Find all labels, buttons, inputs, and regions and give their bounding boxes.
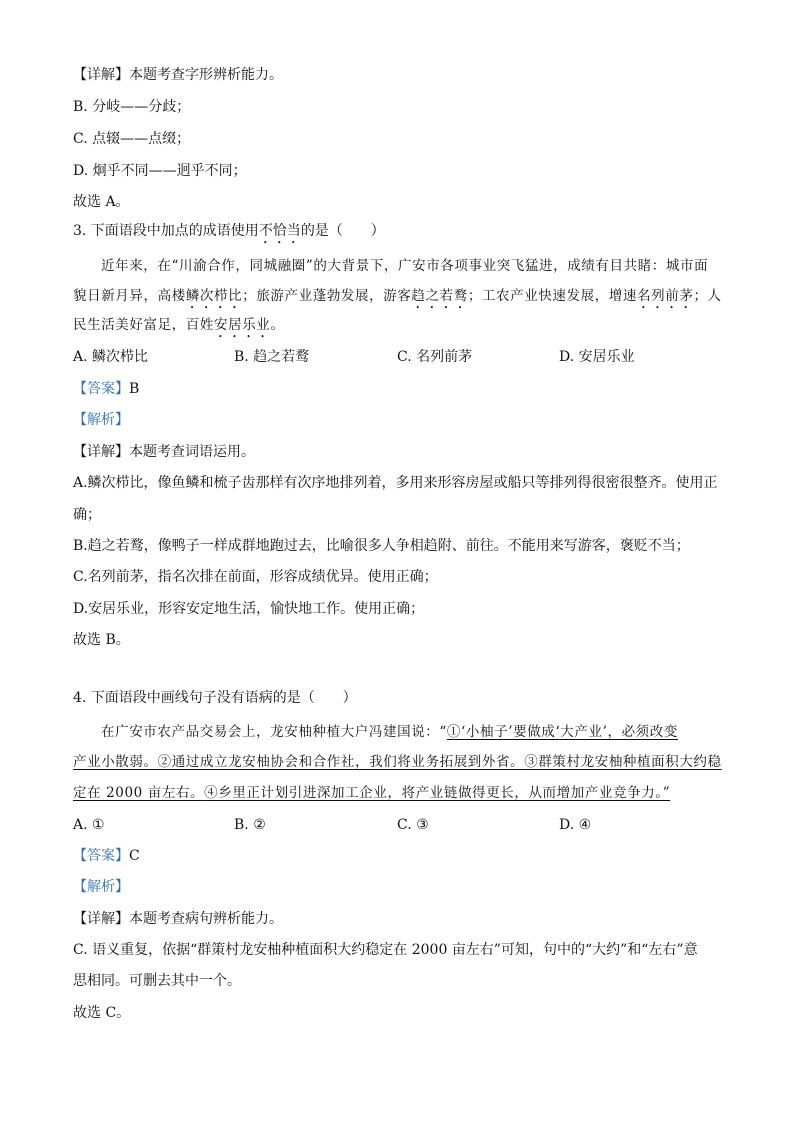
q4-stem: 4. 下面语段中画线句子没有语病的是（ ）	[73, 690, 357, 706]
q4-answer: 【答案】C	[73, 848, 140, 864]
q4-explain-c-1: C. 语义重复，依据“群策村龙安柚种植面积大约稳定在 2000 亩左右”可知，句中的“大约”和“左右”意	[73, 942, 698, 958]
underlined-sentence-1-end: 产业小散弱。	[73, 754, 158, 770]
q4-passage-line-3	[73, 783, 670, 803]
q2-option-d-note: D. 炯乎不同——迥乎不同；	[73, 163, 247, 179]
q3-option-a: A. 鳞次栉比	[73, 349, 149, 365]
q4-detail: 【详解】本题考查病句辨析能力。	[73, 911, 283, 927]
underlined-sentence-2: ②通过成立龙安柚协会和合作社，我们将业务拓展到外省。	[157, 754, 525, 770]
q3-option-d: D. 安居乐业	[559, 349, 635, 365]
q3-explain-a-2: 确；	[73, 507, 101, 523]
q3-passage-line-3: 民生活美好富足，百姓安居乐业。	[73, 317, 285, 333]
idiom-3: 名列前茅	[637, 288, 694, 304]
q4-passage-line-1: 在广安市农产品交易会上，龙安柚种植大户冯建国说：“①‘小柚子’要做成‘大产业’，必须改变	[101, 724, 678, 740]
q3-analysis-label: 【解析】	[73, 412, 129, 428]
underlined-sentence-1: ①‘小柚子’要做成‘大产业’，必须改变	[446, 724, 678, 740]
idiom-1: 鳞次栉比	[185, 288, 243, 304]
q4-explain-c-2: 思相同。可删去其中一个。	[73, 973, 241, 989]
q3-option-b: B. 趋之若鹜	[234, 349, 310, 365]
q2-choose: 故选 A。	[73, 194, 130, 210]
q3-passage-line-1: 近年来，在“川渝合作，同城融圈”的大背景下，广安市各项事业突飞猛进，成绩有目共睹：城市面	[101, 258, 709, 274]
q4-option-a: A. ①	[73, 817, 105, 833]
q4-option-d: D. ④	[559, 817, 592, 833]
q3-choose: 故选 B。	[73, 632, 130, 648]
q4-option-b: B. ②	[234, 817, 266, 833]
answer-label: 【答案】	[73, 848, 129, 864]
q3-option-c: C. 名列前茅	[397, 349, 473, 365]
q3-stem: 3. 下面语段中加点的成语使用不恰当的是（ ）	[73, 223, 385, 239]
q3-detail: 【详解】本题考查词语运用。	[73, 444, 255, 460]
q4-passage-line-2	[73, 752, 722, 772]
q3-explain-d: D.安居乐业，形容安定地生活，愉快地工作。使用正确；	[73, 601, 425, 617]
underlined-sentence-3-end: 定在 2000 亩左右。	[73, 785, 205, 801]
q2-detail: 【详解】本题考查字形辨析能力。	[73, 67, 283, 83]
q2-option-b-note: B. 分岐——分歧；	[73, 99, 191, 115]
q2-option-c-note: C. 点辍——点缀；	[73, 131, 191, 147]
idiom-4: 安居乐业	[214, 317, 271, 333]
q3-answer: 【答案】B	[73, 381, 140, 397]
q3-explain-c: C.名列前茅，指名次排在前面，形容成绩优异。使用正确；	[73, 569, 438, 585]
q4-option-c: C. ③	[397, 817, 429, 833]
q3-explain-a-1: A.鳞次栉比，像鱼鳞和梳子齿那样有次序地排列着，多用来形容房屋或船只等排列得很密很整齐。使用正	[73, 475, 718, 491]
underlined-sentence-4: ④乡里正计划引进深加工企业，将产业链做得更长，从而增加产业竞争力。”	[204, 785, 671, 801]
q4-choose: 故选 C。	[73, 1005, 131, 1021]
q4-analysis-label: 【解析】	[73, 879, 129, 895]
q3-explain-b: B.趋之若鹜，像鸭子一样成群地跑过去，比喻很多人争相趋附、前往。不能用来写游客，褒贬不当；	[73, 538, 690, 554]
q3-passage-line-2: 貌日新月异，高楼鳞次栉比；旅游产业蓬勃发展，游客趋之若鹜；工农产业快速发展，增速名列前茅；人	[73, 288, 722, 304]
q3-stem-dotted: 不恰当	[258, 223, 301, 239]
underlined-sentence-3: ③群策村龙安柚种植面积大约稳	[524, 754, 722, 770]
idiom-2: 趋之若鹜	[411, 288, 468, 304]
answer-label: 【答案】	[73, 381, 129, 397]
